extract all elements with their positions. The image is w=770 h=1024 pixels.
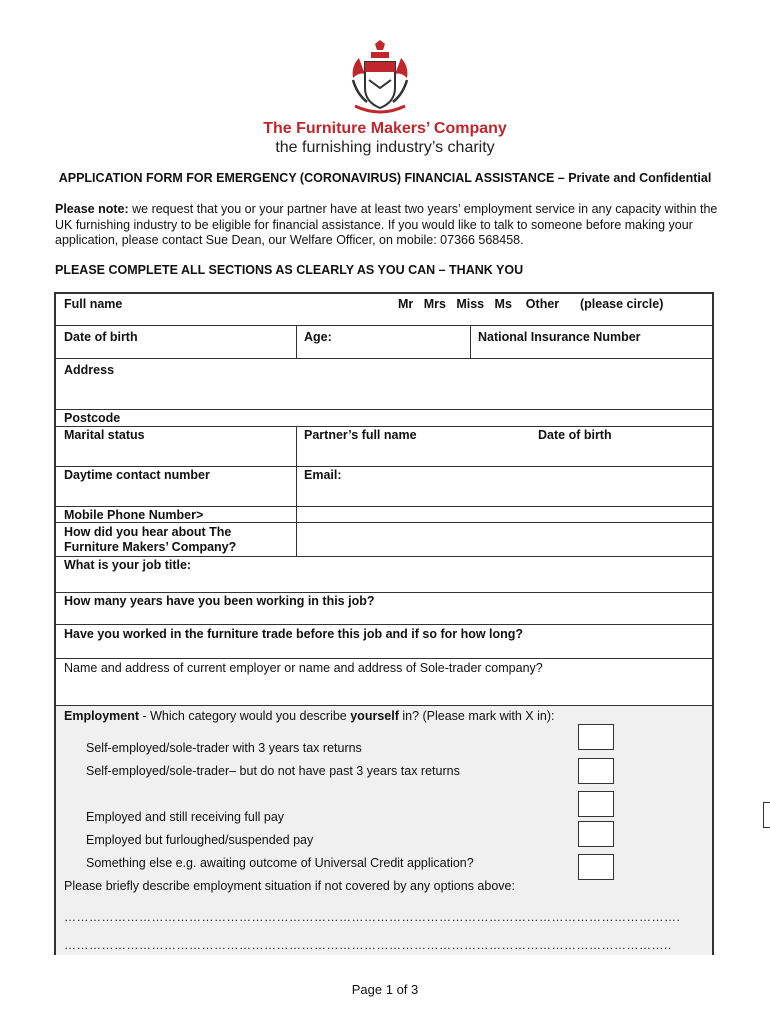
option-self-employed-3yrs: Self-employed/sole-trader with 3 years tax returns bbox=[86, 741, 362, 755]
ni-number-label: National Insurance Number bbox=[478, 330, 641, 344]
describe-situation-label: Please briefly describe employment situation if not covered by any options above: bbox=[64, 879, 515, 893]
application-form bbox=[54, 292, 714, 955]
answer-line-1[interactable]: …………………………………………………………………………………………………………………………………. bbox=[64, 910, 681, 924]
daytime-contact-label: Daytime contact number bbox=[64, 468, 210, 482]
postcode-label: Postcode bbox=[64, 411, 121, 425]
full-name-label: Full name bbox=[64, 297, 123, 311]
age-label: Age: bbox=[304, 330, 332, 344]
employment-question-pre: - Which category would you describe bbox=[139, 709, 351, 723]
employment-question bbox=[64, 709, 554, 724]
furniture-trade-label: Have you worked in the furniture trade before this job and if so for how long? bbox=[64, 627, 524, 641]
option-employed-full-pay: Employed and still receiving full pay bbox=[86, 810, 285, 824]
email-label: Email: bbox=[304, 468, 342, 482]
employment-question-post: in? (Please mark with X in): bbox=[398, 709, 555, 723]
org-tagline: the furnishing industry’s charity bbox=[275, 139, 495, 156]
answer-line-2[interactable]: ……………………………………………………………………………………………………………………………….. bbox=[64, 938, 672, 952]
date-of-birth-label: Date of birth bbox=[64, 330, 138, 344]
employment-section bbox=[56, 706, 712, 955]
years-in-job-label: How many years have you been working in this job? bbox=[64, 594, 375, 608]
checkbox-employed-full-pay[interactable] bbox=[578, 791, 614, 817]
checkbox-self-employed-no-returns[interactable] bbox=[578, 758, 614, 784]
coat-of-arms-icon bbox=[345, 40, 415, 116]
checkbox-something-else[interactable] bbox=[578, 854, 614, 880]
employment-question-bold: yourself bbox=[350, 709, 399, 723]
employer-label: Name and address of current employer or name and address of Sole-trader company? bbox=[64, 661, 543, 675]
employment-label: Employment bbox=[64, 709, 140, 723]
address-label: Address bbox=[64, 363, 115, 377]
hear-about-label: How did you hear about The Furniture Makers’ Company? bbox=[64, 525, 237, 554]
note-text: we request that you or your partner have at least two years’ employment service in any capacity within the UK furnishing industry to be eligible for financial assistance. If you would like to talk to someone before making your application, please contact Sue Dean, our Welfare Officer, on mobile: 07366 568458. bbox=[55, 202, 718, 247]
option-furloughed: Employed but furloughed/suspended pay bbox=[86, 833, 314, 847]
checkbox-self-employed-3yrs[interactable] bbox=[578, 724, 614, 750]
option-something-else: Something else e.g. awaiting outcome of Universal Credit application? bbox=[86, 856, 474, 870]
note-paragraph bbox=[55, 202, 720, 249]
option-self-employed-no-returns: Self-employed/sole-trader– but do not have past 3 years tax returns bbox=[86, 764, 460, 778]
job-title-label: What is your job title: bbox=[64, 558, 192, 572]
partner-dob-label: Date of birth bbox=[538, 428, 612, 442]
org-name: The Furniture Makers’ Company bbox=[263, 120, 507, 137]
instruction-text: PLEASE COMPLETE ALL SECTIONS AS CLEARLY AS YOU CAN – THANK YOU bbox=[55, 263, 524, 277]
partner-name-label: Partner’s full name bbox=[304, 428, 417, 442]
checkbox-furloughed[interactable] bbox=[578, 821, 614, 847]
mobile-label: Mobile Phone Number> bbox=[64, 508, 204, 522]
page-number: Page 1 of 3 bbox=[351, 982, 419, 997]
note-label: Please note: bbox=[55, 202, 129, 216]
page-edge-mark bbox=[763, 802, 770, 828]
marital-status-label: Marital status bbox=[64, 428, 145, 442]
title-options[interactable]: Mr Mrs Miss Ms Other (please circle) bbox=[398, 297, 664, 311]
form-title: APPLICATION FORM FOR EMERGENCY (CORONAVIRUS) FINANCIAL ASSISTANCE – Private and Confidential bbox=[58, 171, 712, 185]
